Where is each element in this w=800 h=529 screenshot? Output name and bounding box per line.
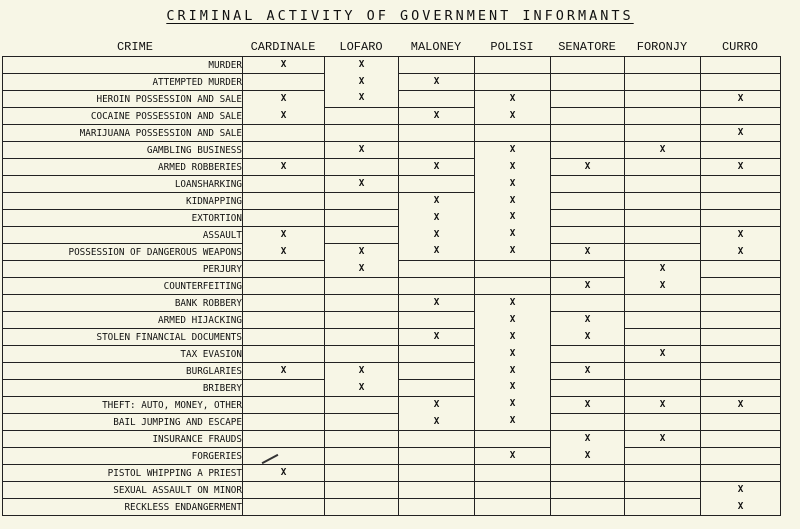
x-mark-cell	[701, 159, 781, 176]
empty-cell	[243, 261, 325, 278]
table-row	[3, 193, 781, 210]
x-mark: X	[280, 59, 287, 70]
crime-label: PISTOL WHIPPING A PRIEST	[3, 465, 243, 482]
document-title: CRIMINAL ACTIVITY OF GOVERNMENT INFORMANTS	[166, 8, 634, 24]
x-mark: X	[509, 245, 516, 257]
x-mark-cell	[551, 431, 625, 465]
empty-cell	[243, 380, 325, 397]
x-mark: X	[737, 229, 744, 240]
x-mark: X	[737, 500, 744, 512]
empty-cell	[399, 482, 475, 499]
empty-cell	[325, 278, 399, 295]
x-mark-cell	[625, 397, 701, 414]
empty-cell	[625, 193, 701, 210]
empty-cell	[701, 57, 781, 74]
x-mark-cell	[325, 57, 399, 108]
x-mark-cell	[243, 363, 325, 380]
x-mark-cell	[243, 91, 325, 125]
x-mark-cell	[243, 465, 325, 482]
x-mark: X	[509, 211, 516, 223]
x-mark: X	[737, 399, 744, 410]
crime-label: BANK ROBBERY	[3, 295, 243, 312]
crime-label: THEFT: AUTO, MONEY, OTHER	[3, 397, 243, 414]
x-mark: X	[737, 245, 744, 257]
empty-cell	[243, 125, 325, 142]
x-mark-cell	[701, 125, 781, 142]
crime-label: ATTEMPTED MURDER	[3, 74, 243, 91]
empty-cell	[399, 363, 475, 380]
crime-label: BRIBERY	[3, 380, 243, 397]
empty-cell	[551, 261, 625, 278]
x-mark-cell	[399, 74, 475, 91]
informant-header: CARDINALE	[250, 40, 316, 54]
crime-label: TAX EVASION	[3, 346, 243, 363]
x-mark: X	[584, 433, 591, 444]
empty-cell	[243, 346, 325, 363]
x-mark-cell	[325, 142, 399, 159]
empty-cell	[625, 329, 701, 346]
empty-cell	[475, 278, 551, 295]
table-row	[3, 499, 781, 516]
empty-cell	[243, 414, 325, 431]
empty-cell	[399, 312, 475, 329]
x-mark-cell	[325, 363, 399, 397]
empty-cell	[701, 108, 781, 125]
empty-cell	[551, 499, 625, 516]
x-mark: X	[509, 109, 516, 121]
table-row	[3, 482, 781, 499]
empty-cell	[325, 482, 399, 499]
table-row	[3, 448, 781, 465]
empty-cell	[243, 431, 325, 448]
empty-cell	[243, 74, 325, 91]
x-mark: X	[509, 93, 516, 104]
empty-cell	[701, 295, 781, 312]
empty-cell	[551, 465, 625, 482]
x-mark: X	[584, 246, 591, 257]
table-row	[3, 363, 781, 380]
x-mark: X	[280, 161, 287, 172]
table-row	[3, 108, 781, 125]
x-mark: X	[280, 365, 287, 376]
x-mark: X	[433, 211, 440, 223]
x-mark: X	[584, 161, 591, 172]
empty-cell	[551, 414, 625, 431]
empty-cell	[243, 499, 325, 516]
empty-cell	[551, 380, 625, 397]
x-mark-cell	[551, 244, 625, 261]
x-mark: X	[280, 229, 287, 240]
x-mark-cell	[475, 91, 551, 125]
empty-cell	[325, 499, 399, 516]
empty-cell	[701, 414, 781, 431]
empty-cell	[399, 125, 475, 142]
empty-cell	[243, 210, 325, 227]
empty-cell	[399, 142, 475, 159]
crime-label: SEXUAL ASSAULT ON MINOR	[3, 482, 243, 499]
x-mark: X	[358, 59, 365, 71]
crime-label: HEROIN POSSESSION AND SALE	[3, 91, 243, 108]
empty-cell	[243, 312, 325, 329]
x-mark: X	[433, 415, 440, 427]
empty-cell	[625, 176, 701, 193]
empty-cell	[625, 312, 701, 329]
x-mark: X	[433, 195, 440, 206]
empty-cell	[701, 261, 781, 278]
empty-cell	[701, 142, 781, 159]
empty-cell	[551, 346, 625, 363]
x-mark-cell	[475, 448, 551, 465]
x-mark: X	[358, 262, 365, 274]
x-mark: X	[509, 144, 516, 156]
informant-header: FORONJY	[636, 40, 688, 54]
x-mark: X	[358, 144, 365, 155]
x-mark: X	[358, 365, 365, 376]
empty-cell	[551, 227, 625, 244]
empty-cell	[551, 57, 625, 74]
x-mark-cell	[325, 244, 399, 278]
x-mark-cell	[243, 227, 325, 261]
empty-cell	[701, 363, 781, 380]
empty-cell	[625, 57, 701, 74]
x-mark: X	[509, 160, 516, 172]
table-row	[3, 397, 781, 414]
empty-cell	[325, 193, 399, 210]
x-mark: X	[659, 144, 666, 155]
empty-cell	[701, 176, 781, 193]
empty-cell	[399, 431, 475, 448]
informant-header: LOFARO	[339, 40, 383, 54]
x-mark-cell	[475, 142, 551, 261]
empty-cell	[625, 125, 701, 142]
table-row	[3, 414, 781, 431]
x-mark: X	[509, 313, 516, 325]
empty-cell	[701, 74, 781, 91]
x-mark: X	[280, 93, 287, 104]
x-mark: X	[584, 399, 591, 410]
x-mark: X	[737, 93, 744, 104]
crime-label: POSSESSION OF DANGEROUS WEAPONS	[3, 244, 243, 261]
empty-cell	[701, 329, 781, 346]
empty-cell	[701, 278, 781, 295]
empty-cell	[399, 57, 475, 74]
x-mark: X	[584, 280, 591, 291]
table-row	[3, 142, 781, 159]
crime-column-header: CRIME	[116, 40, 153, 54]
crime-label: ARMED HIJACKING	[3, 312, 243, 329]
empty-cell	[551, 210, 625, 227]
empty-cell	[399, 91, 475, 108]
x-mark: X	[509, 177, 516, 189]
informant-header: POLISI	[490, 40, 534, 54]
empty-cell	[625, 295, 701, 312]
x-mark: X	[584, 330, 591, 342]
empty-cell	[701, 431, 781, 448]
empty-cell	[475, 125, 551, 142]
x-mark: X	[358, 381, 365, 393]
x-mark: X	[737, 127, 744, 138]
x-mark: X	[280, 467, 287, 478]
crime-label: PERJURY	[3, 261, 243, 278]
empty-cell	[243, 397, 325, 414]
empty-cell	[701, 448, 781, 465]
empty-cell	[325, 312, 399, 329]
x-mark-cell	[551, 278, 625, 295]
x-mark-cell	[551, 363, 625, 380]
x-mark: X	[737, 484, 744, 495]
empty-cell	[701, 312, 781, 329]
empty-cell	[243, 278, 325, 295]
empty-cell	[325, 125, 399, 142]
x-mark: X	[433, 399, 440, 410]
informant-crime-table	[2, 56, 781, 516]
empty-cell	[551, 91, 625, 108]
x-mark-cell	[701, 482, 781, 516]
x-mark-cell	[551, 159, 625, 176]
crime-label: ASSAULT	[3, 227, 243, 244]
table-row	[3, 125, 781, 142]
x-mark: X	[433, 228, 440, 240]
x-mark-cell	[243, 57, 325, 74]
table-row	[3, 465, 781, 482]
empty-cell	[325, 397, 399, 414]
empty-cell	[701, 465, 781, 482]
x-mark: X	[584, 365, 591, 376]
empty-cell	[243, 142, 325, 159]
empty-cell	[625, 244, 701, 261]
crime-label: LOANSHARKING	[3, 176, 243, 193]
empty-cell	[325, 159, 399, 176]
empty-cell	[625, 414, 701, 431]
empty-cell	[475, 261, 551, 278]
empty-cell	[625, 499, 701, 516]
table-row	[3, 431, 781, 448]
empty-cell	[625, 363, 701, 380]
empty-cell	[399, 261, 475, 278]
crime-label: EXTORTION	[3, 210, 243, 227]
x-mark: X	[509, 194, 516, 206]
empty-cell	[325, 448, 399, 465]
x-mark: X	[659, 399, 666, 410]
crime-label: INSURANCE FRAUDS	[3, 431, 243, 448]
crime-label: FORGERIES	[3, 448, 243, 465]
crime-label: MARIJUANA POSSESSION AND SALE	[3, 125, 243, 142]
empty-cell	[625, 448, 701, 465]
x-mark: X	[433, 297, 440, 308]
table-row	[3, 312, 781, 329]
table-row	[3, 346, 781, 363]
empty-cell	[325, 346, 399, 363]
x-mark-cell	[625, 142, 701, 159]
empty-cell	[551, 176, 625, 193]
x-mark: X	[280, 245, 287, 257]
crime-label: BAIL JUMPING AND ESCAPE	[3, 414, 243, 431]
empty-cell	[325, 108, 399, 125]
empty-cell	[551, 193, 625, 210]
empty-cell	[399, 278, 475, 295]
x-mark: X	[358, 92, 365, 104]
x-mark: X	[584, 449, 591, 461]
table-row	[3, 227, 781, 244]
x-mark: X	[509, 297, 516, 308]
informant-header: MALONEY	[410, 40, 462, 54]
empty-cell	[701, 193, 781, 210]
empty-cell	[399, 346, 475, 363]
x-mark: X	[509, 381, 516, 393]
empty-cell	[625, 159, 701, 176]
empty-cell	[399, 176, 475, 193]
table-row	[3, 57, 781, 74]
x-mark: X	[358, 75, 365, 87]
x-mark: X	[280, 109, 287, 121]
x-mark-cell	[399, 108, 475, 125]
x-mark: X	[433, 110, 440, 121]
crime-label: STOLEN FINANCIAL DOCUMENTS	[3, 329, 243, 346]
x-mark-cell	[625, 261, 701, 295]
empty-cell	[243, 193, 325, 210]
informant-header: SENATORE	[558, 40, 616, 54]
crime-label: BURGLARIES	[3, 363, 243, 380]
empty-cell	[325, 465, 399, 482]
x-mark-cell	[325, 176, 399, 193]
x-mark: X	[433, 245, 440, 257]
empty-cell	[243, 329, 325, 346]
empty-cell	[243, 176, 325, 193]
empty-cell	[475, 431, 551, 448]
table-row	[3, 176, 781, 193]
x-mark: X	[509, 347, 516, 359]
x-mark: X	[509, 450, 516, 461]
empty-cell	[325, 295, 399, 312]
empty-cell	[625, 465, 701, 482]
empty-cell	[625, 210, 701, 227]
x-mark: X	[659, 433, 666, 444]
empty-cell	[325, 227, 399, 244]
empty-cell	[325, 210, 399, 227]
empty-cell	[325, 329, 399, 346]
informant-header: CURRO	[721, 40, 758, 54]
x-mark: X	[358, 178, 365, 189]
empty-cell	[551, 295, 625, 312]
empty-cell	[243, 295, 325, 312]
empty-cell	[399, 448, 475, 465]
empty-cell	[701, 380, 781, 397]
table-row	[3, 159, 781, 176]
x-mark-cell	[399, 397, 475, 431]
crime-label: COUNTERFEITING	[3, 278, 243, 295]
x-mark-cell	[701, 91, 781, 108]
x-mark-cell	[701, 397, 781, 414]
empty-cell	[551, 142, 625, 159]
crime-label: GAMBLING BUSINESS	[3, 142, 243, 159]
table-row	[3, 295, 781, 312]
x-mark-cell	[625, 346, 701, 363]
empty-cell	[625, 91, 701, 108]
x-mark: X	[659, 263, 666, 274]
x-mark: X	[584, 314, 591, 325]
crime-label: RECKLESS ENDANGERMENT	[3, 499, 243, 516]
empty-cell	[625, 227, 701, 244]
empty-cell	[625, 380, 701, 397]
x-mark-cell	[701, 227, 781, 261]
empty-cell	[625, 108, 701, 125]
x-mark-cell	[551, 397, 625, 414]
empty-cell	[551, 482, 625, 499]
crime-label: MURDER	[3, 57, 243, 74]
x-mark: X	[509, 415, 516, 427]
empty-cell	[399, 465, 475, 482]
empty-cell	[243, 482, 325, 499]
empty-cell	[701, 346, 781, 363]
crime-label: KIDNAPPING	[3, 193, 243, 210]
crime-label: COCAINE POSSESSION AND SALE	[3, 108, 243, 125]
empty-cell	[625, 482, 701, 499]
empty-cell	[475, 74, 551, 91]
empty-cell	[551, 108, 625, 125]
x-mark: X	[509, 228, 516, 240]
empty-cell	[399, 380, 475, 397]
x-mark: X	[659, 348, 666, 359]
x-mark: X	[358, 246, 365, 257]
x-mark: X	[509, 398, 516, 410]
crime-label: ARMED ROBBERIES	[3, 159, 243, 176]
empty-cell	[325, 414, 399, 431]
x-mark-cell	[625, 431, 701, 448]
x-mark: X	[737, 161, 744, 172]
empty-cell	[551, 125, 625, 142]
x-mark-cell	[399, 329, 475, 346]
empty-cell	[625, 74, 701, 91]
x-mark: X	[433, 161, 440, 172]
empty-cell	[475, 482, 551, 499]
x-mark: X	[509, 330, 516, 342]
table-row	[3, 329, 781, 346]
x-mark: X	[433, 331, 440, 342]
x-mark-cell	[475, 295, 551, 431]
x-mark-cell	[551, 312, 625, 346]
empty-cell	[475, 465, 551, 482]
table-row	[3, 244, 781, 261]
empty-cell	[701, 210, 781, 227]
empty-cell	[551, 74, 625, 91]
empty-cell	[475, 499, 551, 516]
x-mark-cell	[399, 295, 475, 312]
x-mark: X	[659, 279, 666, 291]
x-mark-cell	[399, 193, 475, 261]
x-mark-cell	[243, 159, 325, 176]
x-mark: X	[509, 364, 516, 376]
empty-cell	[243, 448, 325, 465]
x-mark-cell	[399, 159, 475, 176]
x-mark: X	[433, 76, 440, 87]
empty-cell	[399, 499, 475, 516]
table-row	[3, 210, 781, 227]
empty-cell	[325, 431, 399, 448]
empty-cell	[475, 57, 551, 74]
